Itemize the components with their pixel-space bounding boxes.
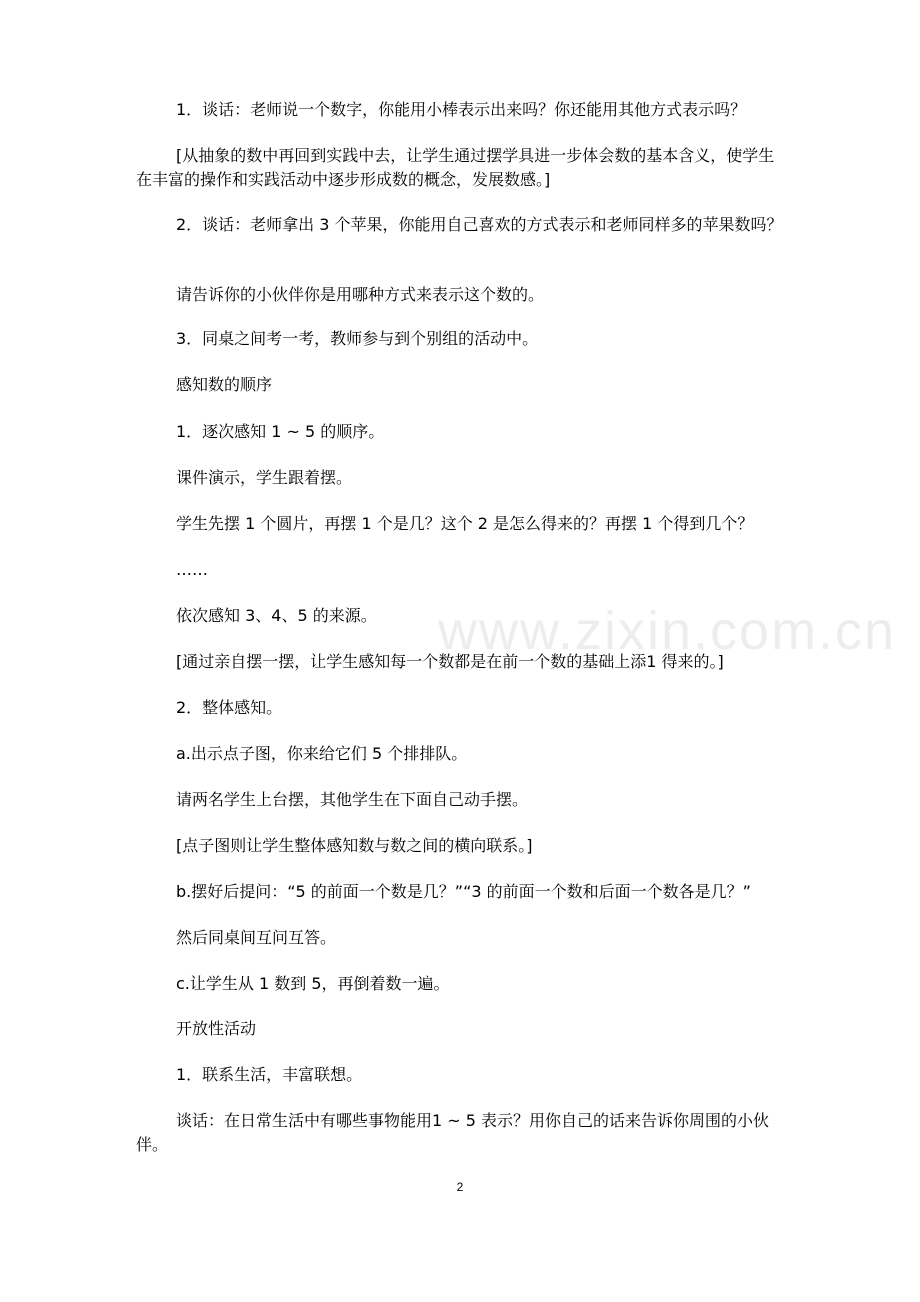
paragraph-ellipsis: …… — [176, 560, 208, 579]
paragraph-17: b.摆好后提问：“5 的前面一个数是几？”“3 的前面一个数和后面一个数各是几？” — [176, 882, 751, 901]
paragraph-1: 1．谈话：老师说一个数字，你能用小棒表示出来吗？你还能用其他方式表示吗？ — [176, 100, 747, 119]
page-number: 2 — [456, 1180, 464, 1194]
paragraph-5: 3．同桌之间考一考，教师参与到个别组的活动中。 — [176, 329, 539, 348]
paragraph-3: 2．谈话：老师拿出 3 个苹果，你能用自己喜欢的方式表示和老师同样多的苹果数吗？ — [176, 215, 783, 234]
section-heading-order: 感知数的顺序 — [176, 375, 273, 394]
paragraph-2: [从抽象的数中再回到实践中去，让学生通过摆学具进一步体会数的基本含义，使学生在丰富的操作和实践活动中逐步形成数的概念，发展数感。] — [136, 146, 775, 189]
paragraph-22: 谈话：在日常生活中有哪些事物能用1 ~ 5 表示？用你自己的话来告诉你周围的小伙伴。 — [136, 1111, 770, 1154]
paragraph-14: a.出示点子图，你来给它们 5 个排排队。 — [176, 744, 468, 763]
paragraph-16: [点子图则让学生整体感知数与数之间的横向联系。] — [176, 836, 533, 855]
paragraph-15: 请两名学生上台摆，其他学生在下面自己动手摆。 — [176, 790, 529, 809]
section-heading-open-activity: 开放性活动 — [176, 1019, 257, 1038]
paragraph-19: c.让学生从 1 数到 5，再倒着数一遍。 — [176, 974, 450, 993]
watermark: www.zixin.com.cn — [438, 601, 897, 661]
paragraph-9: 学生先摆 1 个圆片，再摆 1 个是几？这个 2 是怎么得来的？再摆 1 个得到几个？ — [176, 514, 754, 533]
paragraph-8: 课件演示，学生跟着摆。 — [176, 468, 353, 487]
paragraph-21: 1．联系生活，丰富联想。 — [176, 1065, 363, 1084]
paragraph-13: 2．整体感知。 — [176, 698, 283, 717]
paragraph-4: 请告诉你的小伙伴你是用哪种方式来表示这个数的。 — [176, 285, 545, 304]
paragraph-12: [通过亲自摆一摆，让学生感知每一个数都是在前一个数的基础上添1 得来的。] — [176, 652, 724, 671]
paragraph-11: 依次感知 3、4、5 的来源。 — [176, 606, 377, 625]
paragraph-18: 然后同桌间互问互答。 — [176, 928, 337, 947]
paragraph-7: 1．逐次感知 1 ~ 5 的顺序。 — [176, 422, 385, 441]
